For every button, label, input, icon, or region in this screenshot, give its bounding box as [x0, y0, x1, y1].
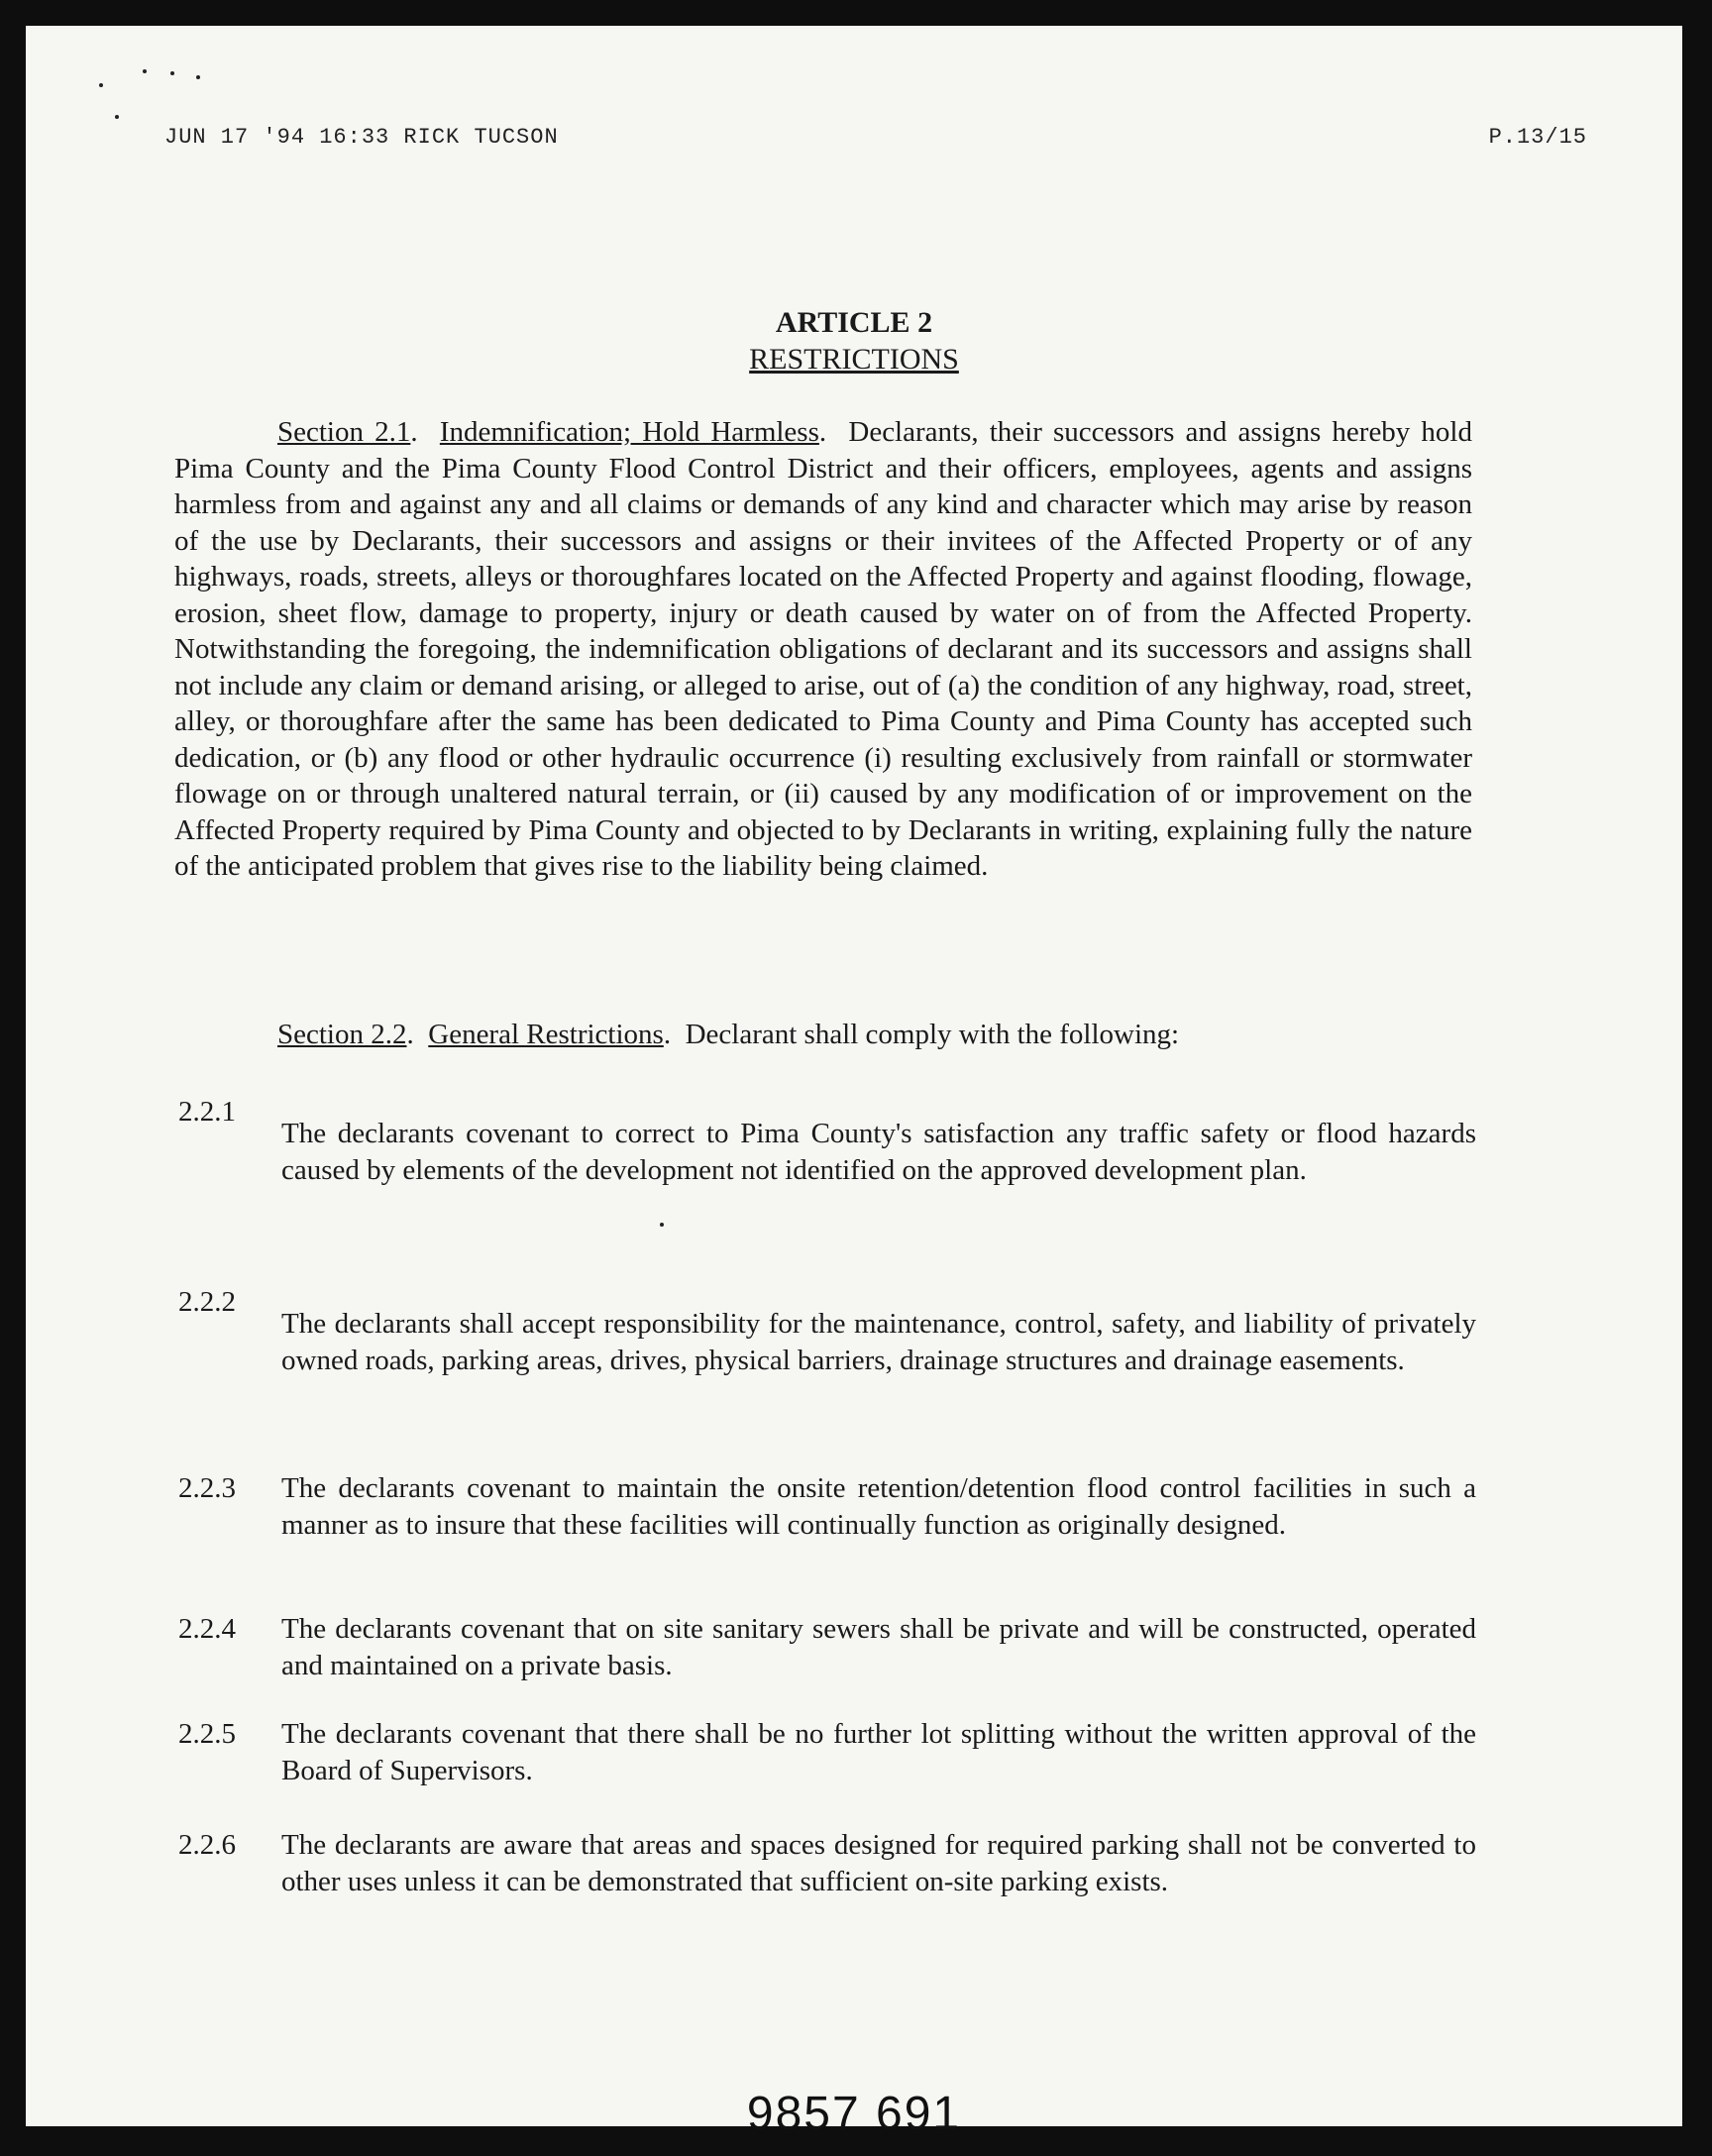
scan-speck — [115, 115, 119, 119]
item-text: The declarants shall accept responsibility for the maintenance, control, safety, and liability of privately owned roads, parking areas, drives, physical barriers, drainage structures and drainage easements. — [281, 1308, 1476, 1376]
scan-speck — [170, 71, 174, 75]
fax-header-left: JUN 17 '94 16:33 RICK TUCSON — [164, 125, 559, 150]
item-text: The declarants covenant to correct to Pima County's satisfaction any traffic safety or flood hazards caused by elements of the development not identified on the approved development plan. — [281, 1118, 1476, 1186]
section-2-1-text: Declarants, their successors and assigns hereby hold Pima County and the Pima County Flood Control District and their officers, employees, agents and assigns harmless from and against any and all claims or demands of any kind and character which may arise by reason of the use by Declarants, their successors and assigns or their invitees of the Affected Property or of any highways, roads, streets, alleys or thoroughfares located on the Affected Property and against flooding, flowage, erosion, sheet flow, damage to property, injury or death caused by water on of from the Affected Property. Notwithstanding the foregoing, the indemnification obligations of declarant and its successors and assigns shall not include any claim or demand arising, or alleged to arise, out of (a) the condition of any highway, road, street, alley, or thoroughfare after the same has been dedicated to Pima County and Pima County has accepted such dedication, or (b) any flood or other hydraulic occurrence (i) resulting exclusively from rainfall or stormwater flowage on or through unaltered natural terrain, or (ii) caused by any modification of or improvement on the Affected Property required by Pima County and objected to by Declarants in writing, explaining fully the nature of the anticipated problem that gives rise to the liability being claimed. — [174, 416, 1472, 882]
item-number: 2.2.1 — [178, 1096, 236, 1128]
item-number: 2.2.6 — [178, 1829, 236, 1861]
article-title: ARTICLE 2 — [775, 306, 933, 339]
scan-speck — [143, 69, 147, 73]
item-text: The declarants covenant that on site sanitary sewers shall be private and will be constructed, operated and maintained on a private basis. — [281, 1613, 1476, 1681]
item-number: 2.2.3 — [178, 1472, 236, 1504]
scan-speck — [99, 83, 103, 87]
section-2-2-intro: Declarant shall comply with the following: — [685, 1019, 1180, 1050]
document-page — [26, 26, 1682, 2140]
item-number: 2.2.4 — [178, 1613, 236, 1645]
item-text: The declarants covenant that there shall be no further lot splitting without the written approval of the Board of Supervisors. — [281, 1718, 1476, 1786]
scan-speck — [660, 1223, 664, 1227]
article-subtitle: RESTRICTIONS — [749, 343, 959, 376]
item-number: 2.2.5 — [178, 1718, 236, 1750]
item-text: The declarants are aware that areas and spaces designed for required parking shall not be converted to other uses unless it can be demonstrated that sufficient on-site parking exists. — [281, 1829, 1476, 1897]
item-text: The declarants covenant to maintain the onsite retention/detention flood control facilities in such a manner as to insure that these facilities will continually function as originally designed. — [281, 1472, 1476, 1541]
document-number: 9857 691 — [746, 2088, 962, 2140]
section-2-2-heading: Section 2.2 — [277, 1019, 407, 1050]
section-2-2-paragraph: Section 2.2. General Restrictions. Declarant shall comply with the following: — [277, 1019, 1180, 1050]
section-2-1-title: Indemnification; Hold Harmless — [439, 416, 819, 448]
fax-header-right: P.13/15 — [1488, 125, 1587, 150]
scan-speck — [196, 75, 200, 79]
article-heading — [26, 305, 1682, 378]
item-number: 2.2.2 — [178, 1286, 236, 1318]
section-2-1-heading: Section 2.1 — [277, 416, 411, 448]
section-2-2-title: General Restrictions — [428, 1019, 664, 1050]
section-2-1-paragraph: Section 2.1. Indemnification; Hold Harmless. Declarants, their successors and assigns hereby hold Pima County and the Pima County Flood Control District and their officers, employees, agents and assigns harmless from and against any and all claims or demands of any kind and character which may arise by reason of the use by Declarants, their successors and assigns or their invitees of the Affected Property or of any highways, roads, streets, alleys or thoroughfares located on the Affected Property and against flooding, flowage, erosion, sheet flow, damage to property, injury or death caused by water on of from the Affected Property. Notwithstanding the foregoing, the indemnification obligations of declarant and its successors and assigns shall not include any claim or demand arising, or alleged to arise, out of (a) the condition of any highway, road, street, alley, or thoroughfare after the same has been dedicated to Pima County and Pima County has accepted such dedication, or (b) any flood or other hydraulic occurrence (i) resulting exclusively from rainfall or stormwater flowage on or through unaltered natural terrain, or (ii) caused by any modification of or improvement on the Affected Property required by Pima County and objected to by Declarants in writing, explaining fully the nature of the anticipated problem that gives rise to the liability being claimed. — [174, 416, 1472, 882]
